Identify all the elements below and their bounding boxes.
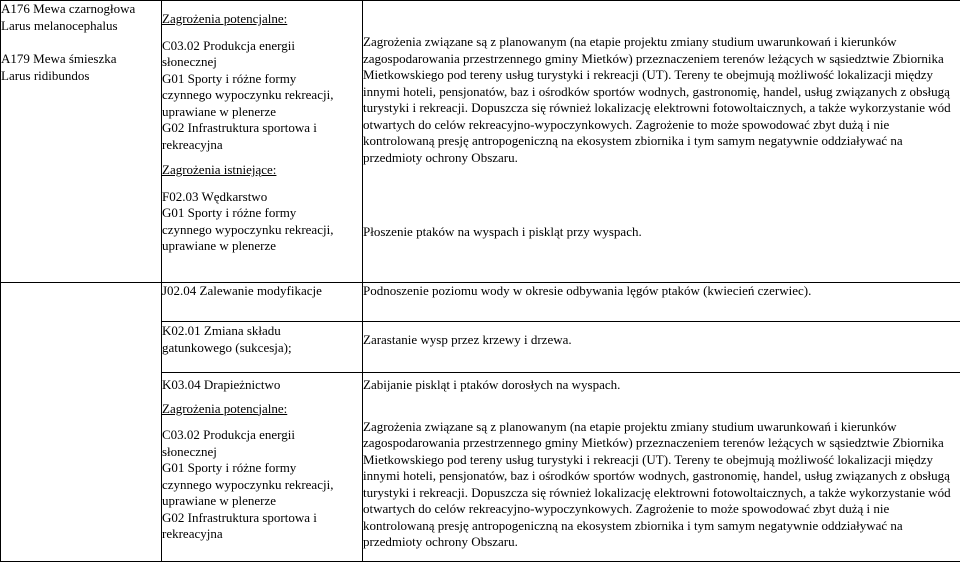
existing-threats-heading: Zagrożenia istniejące: — [162, 162, 362, 179]
species-name: A179 Mewa śmieszka — [1, 51, 117, 66]
species-name: A176 Mewa czarnogłowa — [1, 1, 135, 16]
species-cell — [1, 1, 162, 283]
threat-code — [162, 373, 363, 562]
threat-code-text: K03.04 Drapieżnictwo — [162, 377, 362, 394]
species-latin: Larus ridibundos — [1, 68, 89, 83]
threat-description-text: Zarastanie wysp przez krzewy i drzewa. — [363, 332, 960, 349]
threat-description-cell — [363, 1, 960, 283]
threat-code — [162, 283, 363, 322]
potential-threats-description: Zagrożenia związane są z planowanym (na etapie projektu zmiany studium uwarunkowań i kierunków zagospodarowania przestrzennego gminy Mietków) przeznaczeniem terenów leżących w sąsiedztwie Zbiornika Mietkowskiego pod tereny usług turystyki i rekreacji (UT). Tereny te obejmują możliwość lokalizacji między innymi hoteli, pensjonatów, baz i ośrodków sportów wodnych, gastronomię, handel, usług związanych z obsługą turystyki i rekreacji. Dopuszcza się również lokalizację elektrowni fotowoltaicznych, a także wykorzystanie wód otwartych do celów rekreacyjno-wypoczynkowych. Zagrożenie to może spowodować zbyt dużą i nie kontrolowaną presję antropogeniczną na ekosystem zbiornika i tym samym negatywnie oddziaływać na przedmioty ochrony Obszaru. — [363, 34, 960, 166]
existing-threats-list: F02.03 Wędkarstwo G01 Sporty i różne formy czynnego wypoczynku rekreacji, uprawiane w plenerze — [162, 189, 362, 255]
threat-description-text: Podnoszenie poziomu wody w okresie odbywania lęgów ptaków (kwiecień czerwiec). — [363, 283, 960, 300]
species-item — [1, 51, 161, 84]
potential-threats-heading: Zagrożenia potencjalne: — [162, 11, 362, 28]
potential-threats-list: C03.02 Produkcja energii słonecznej G01 Sporty i różne formy czynnego wypoczynku rekreacji, uprawiane w plenerze G02 Infrastruktura sportowa i rekreacyjna — [162, 38, 362, 154]
threat-description-text: Zabijanie piskląt i ptaków dorosłych na wyspach. — [363, 377, 960, 394]
potential-threats-list: C03.02 Produkcja energii słonecznej G01 Sporty i różne formy czynnego wypoczynku rekreacji, uprawiane w plenerze G02 Infrastruktura sportowa i rekreacyjna — [162, 427, 362, 543]
species-item — [1, 1, 161, 34]
threat-code-text: J02.04 Zalewanie modyfikacje — [162, 283, 362, 300]
potential-threats-description: Zagrożenia związane są z planowanym (na etapie projektu zmiany studium uwarunkowań i kierunków zagospodarowania przestrzennego gminy Mietków) przeznaczeniem terenów leżących w sąsiedztwie Zbiornika Mietkowskiego pod tereny usług turystyki i rekreacji (UT). Tereny te obejmują możliwość lokalizacji między innymi hoteli, pensjonatów, baz i ośrodków sportów wodnych, gastronomię, handel, usług związanych z obsługą turystyki i rekreacji. Dopuszcza się również lokalizację elektrowni fotowoltaicznych, a także wykorzystanie wód otwartych do celów rekreacyjno-wypoczynkowych. Zagrożenie to może spowodować zbyt dużą i nie kontrolowaną presję antropogeniczną na ekosystem zbiornika i tym samym negatywnie oddziaływać na przedmioty ochrony Obszaru. — [363, 419, 960, 551]
species-cell-continued — [1, 283, 162, 562]
threat-description — [363, 373, 960, 562]
existing-threats-description: Płoszenie ptaków na wyspach i piskląt przy wyspach. — [363, 224, 960, 241]
table-row — [1, 283, 960, 322]
threat-code-text: K02.01 Zmiana składu gatunkowego (sukcesja); — [162, 323, 362, 356]
threat-description — [363, 322, 960, 373]
threat-description — [363, 283, 960, 322]
threat-codes-cell — [162, 1, 363, 283]
table-row — [1, 1, 960, 283]
species-latin: Larus melanocephalus — [1, 18, 118, 33]
potential-threats-heading: Zagrożenia potencjalne: — [162, 401, 362, 418]
threat-code — [162, 322, 363, 373]
